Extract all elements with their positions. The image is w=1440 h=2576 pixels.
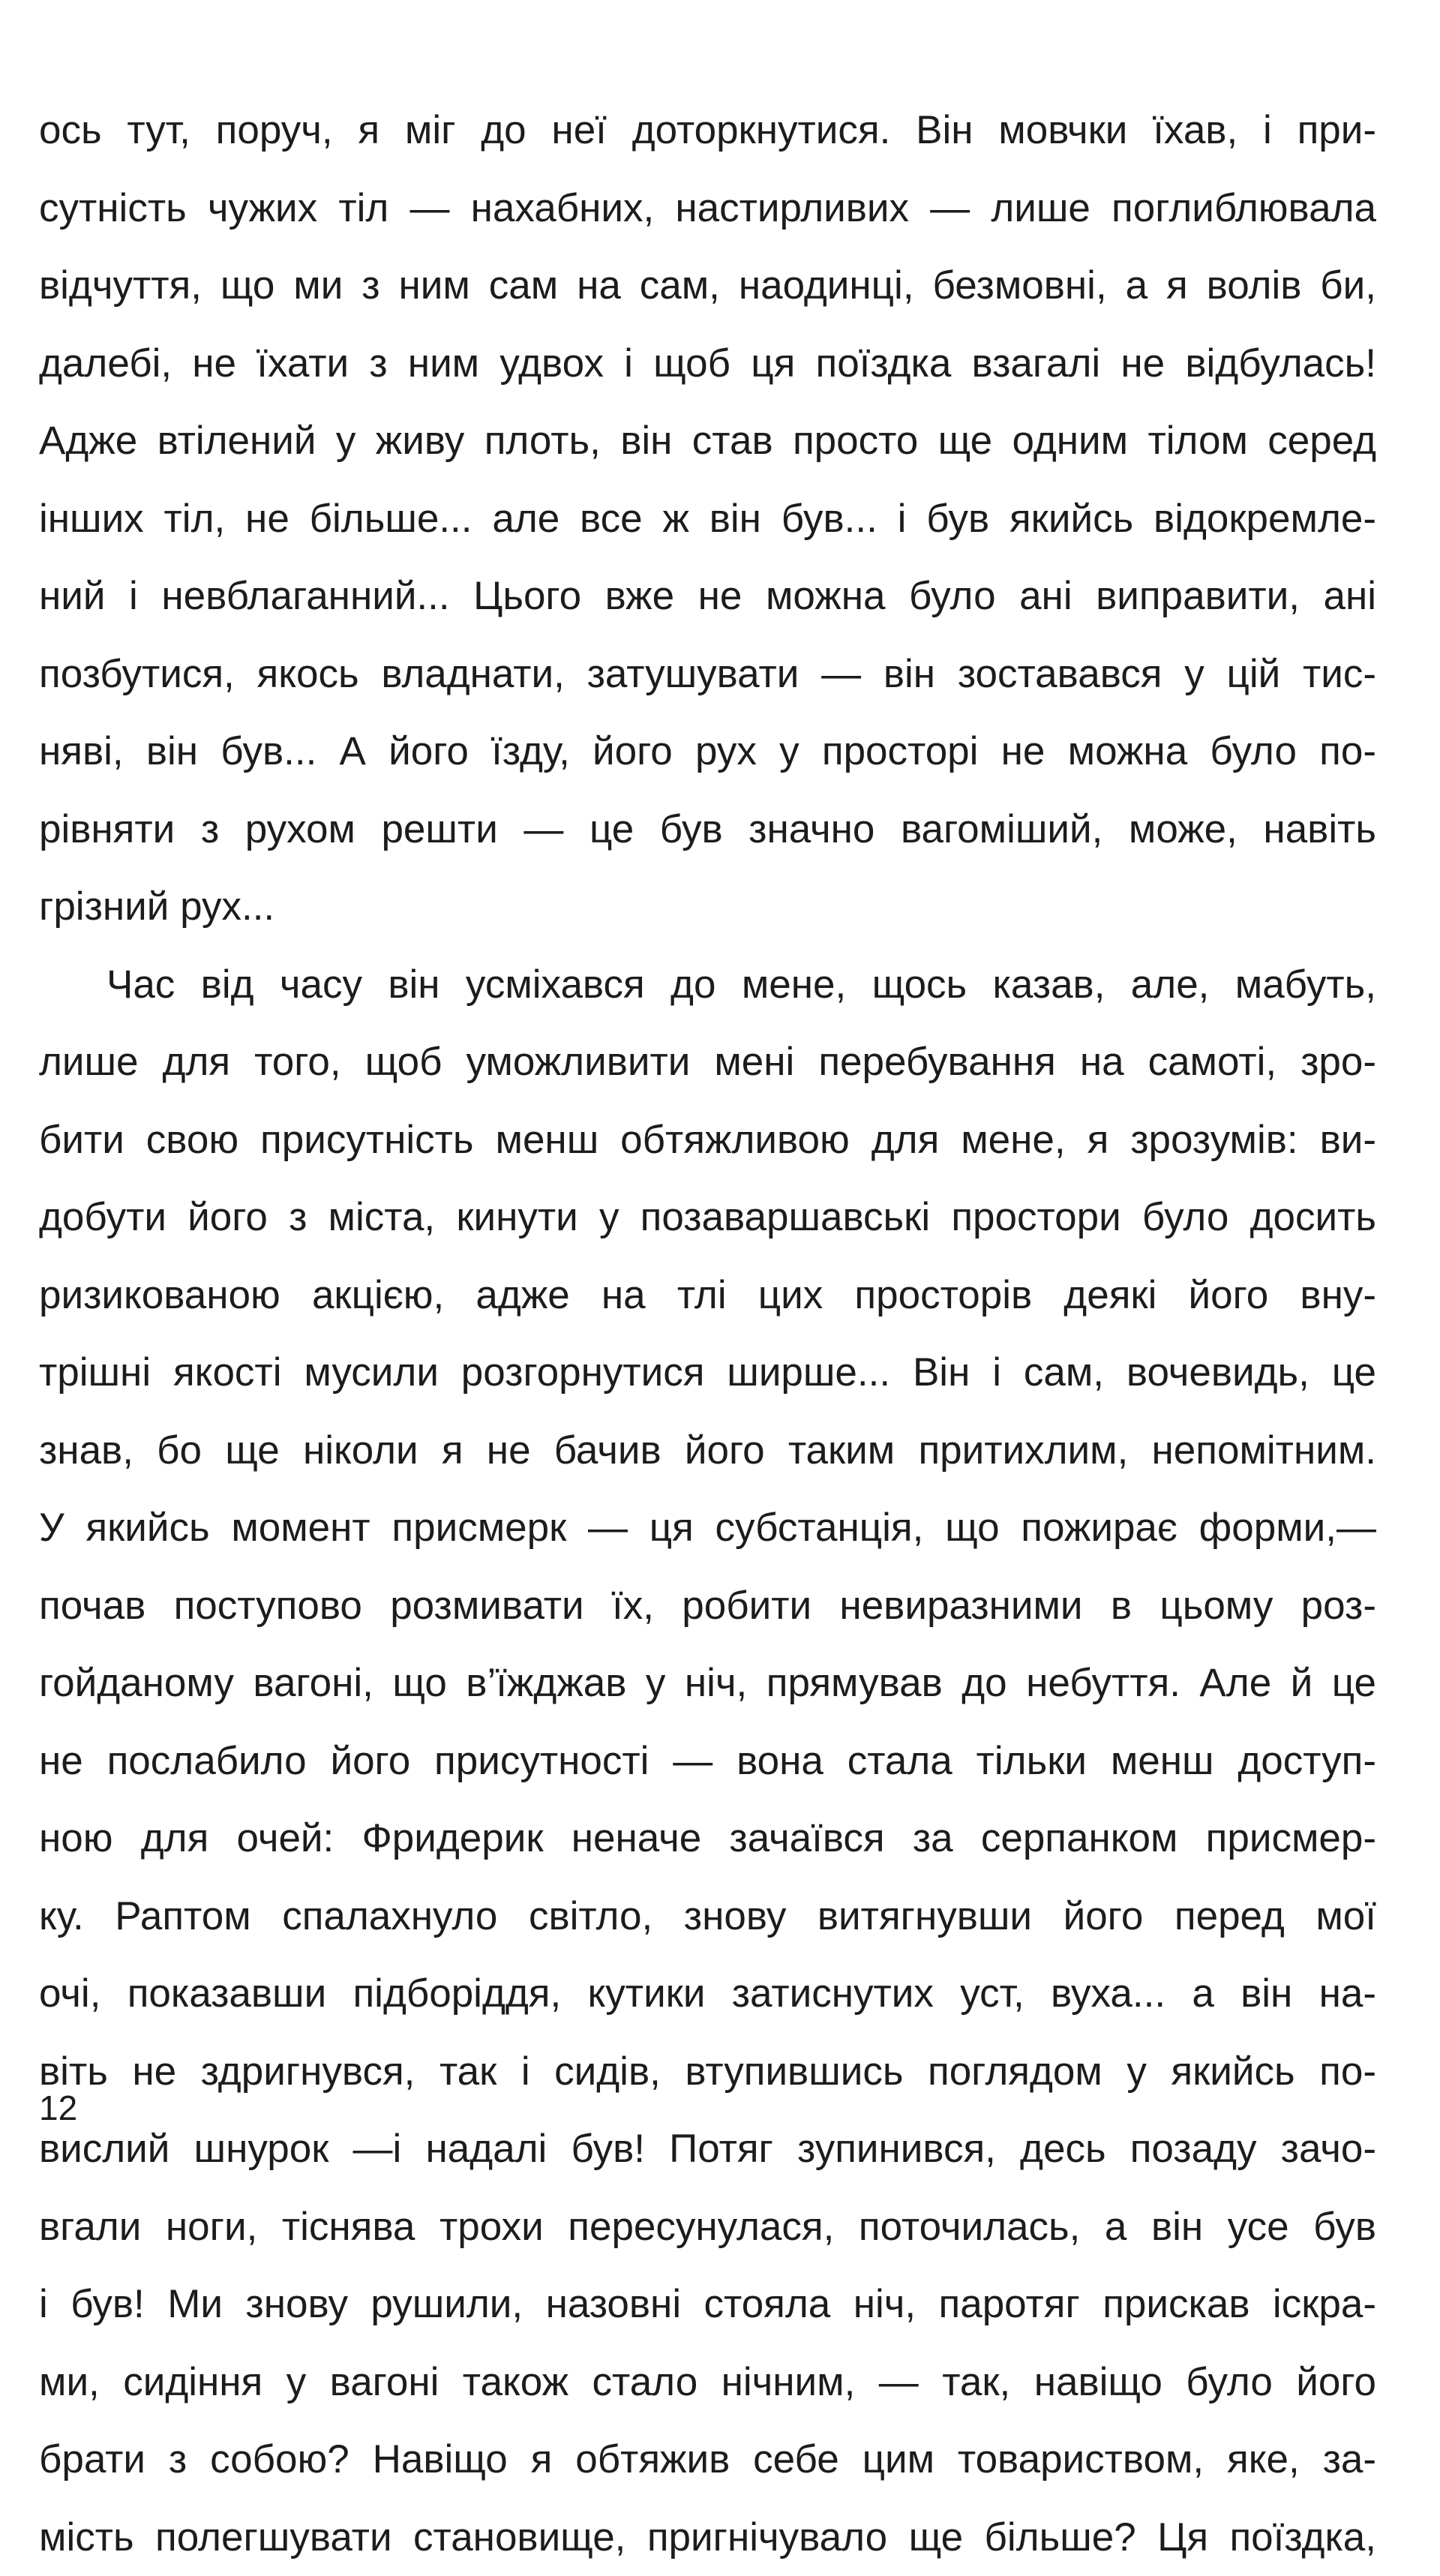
text-line: не послабило його присутності — вона стала тільки менш доступ- xyxy=(39,1722,1376,1800)
paragraph-start-line: Час від часу він усміхався до мене, щось казав, але, мабуть, xyxy=(39,946,1376,1024)
text-line: ною для очей: Фридерик неначе зачаївся за серпанком присмер- xyxy=(39,1800,1376,1878)
text-line: няві, він був... А його їзду, його рух у просторі не можна було по- xyxy=(39,713,1376,791)
text-line: брати з собою? Навіщо я обтяжив себе цим товариством, яке, за- xyxy=(39,2421,1376,2499)
text-line: рівняти з рухом решти — це був значно вагоміший, може, навіть xyxy=(39,791,1376,869)
page-number: 12 xyxy=(39,2085,77,2130)
text-line: бити свою присутність менш обтяжливою для мене, я зрозумів: ви- xyxy=(39,1101,1376,1179)
text-line: трішні якості мусили розгорнутися ширше... Він і сам, вочевидь, це xyxy=(39,1334,1376,1412)
text-line: ми, сидіння у вагоні також стало нічним, — так, навіщо було його xyxy=(39,2343,1376,2421)
text-line: відчуття, що ми з ним сам на сам, наодинці, безмовні, а я волів би, xyxy=(39,247,1376,325)
text-line: гойданому вагоні, що в’їжджав у ніч, прямував до небуття. Але й це xyxy=(39,1644,1376,1722)
text-line: вислий шнурок —і надалі був! Потяг зупинився, десь позаду зачо- xyxy=(39,2110,1376,2188)
text-line: сутність чужих тіл — нахабних, настирливих — лише поглиблювала xyxy=(39,170,1376,248)
text-line: ку. Раптом спалахнуло світло, знову витягнувши його перед мої xyxy=(39,1878,1376,1956)
text-line: очі, показавши підборіддя, кутики затиснутих уст, вуха... а він на- xyxy=(39,1955,1376,2033)
text-line: мість полегшувати становище, пригнічувало ще більше? Ця поїздка, xyxy=(39,2499,1376,2576)
text-line: ризикованою акцією, адже на тлі цих просторів деякі його вну- xyxy=(39,1256,1376,1335)
text-line: і був! Ми знову рушили, назовні стояла ніч, паротяг прискав іскра- xyxy=(39,2265,1376,2343)
paragraph-end-line: грізний рух... xyxy=(39,868,1376,946)
text-line: добути його з міста, кинути у позаваршавські простори було досить xyxy=(39,1178,1376,1256)
text-line: вгали ноги, тіснява трохи пересунулася, поточилась, а він усе був xyxy=(39,2188,1376,2266)
body-text xyxy=(39,92,1376,2576)
text-line: ось тут, поруч, я міг до неї доторкнутися. Він мовчки їхав, і при- xyxy=(39,92,1376,170)
text-line: далебі, не їхати з ним удвох і щоб ця поїздка взагалі не відбулась! xyxy=(39,325,1376,403)
text-line: позбутися, якось владнати, затушувати — він зоставався у цій тис- xyxy=(39,635,1376,713)
text-line: інших тіл, не більше... але все ж він був... і був якийсь відокремле- xyxy=(39,480,1376,558)
text-line: Адже втілений у живу плоть, він став просто ще одним тілом серед xyxy=(39,402,1376,480)
text-line: ний і невблаганний... Цього вже не можна було ані виправити, ані xyxy=(39,557,1376,635)
text-line: лише для того, щоб уможливити мені перебування на самоті, зро- xyxy=(39,1023,1376,1101)
text-line: У якийсь момент присмерк — ця субстанція, що пожирає форми,— xyxy=(39,1489,1376,1567)
text-line: почав поступово розмивати їх, робити невиразними в цьому роз- xyxy=(39,1567,1376,1645)
text-line: знав, бо ще ніколи я не бачив його таким притихлим, непомітним. xyxy=(39,1412,1376,1490)
text-line: віть не здригнувся, так і сидів, втупившись поглядом у якийсь по- xyxy=(39,2033,1376,2111)
